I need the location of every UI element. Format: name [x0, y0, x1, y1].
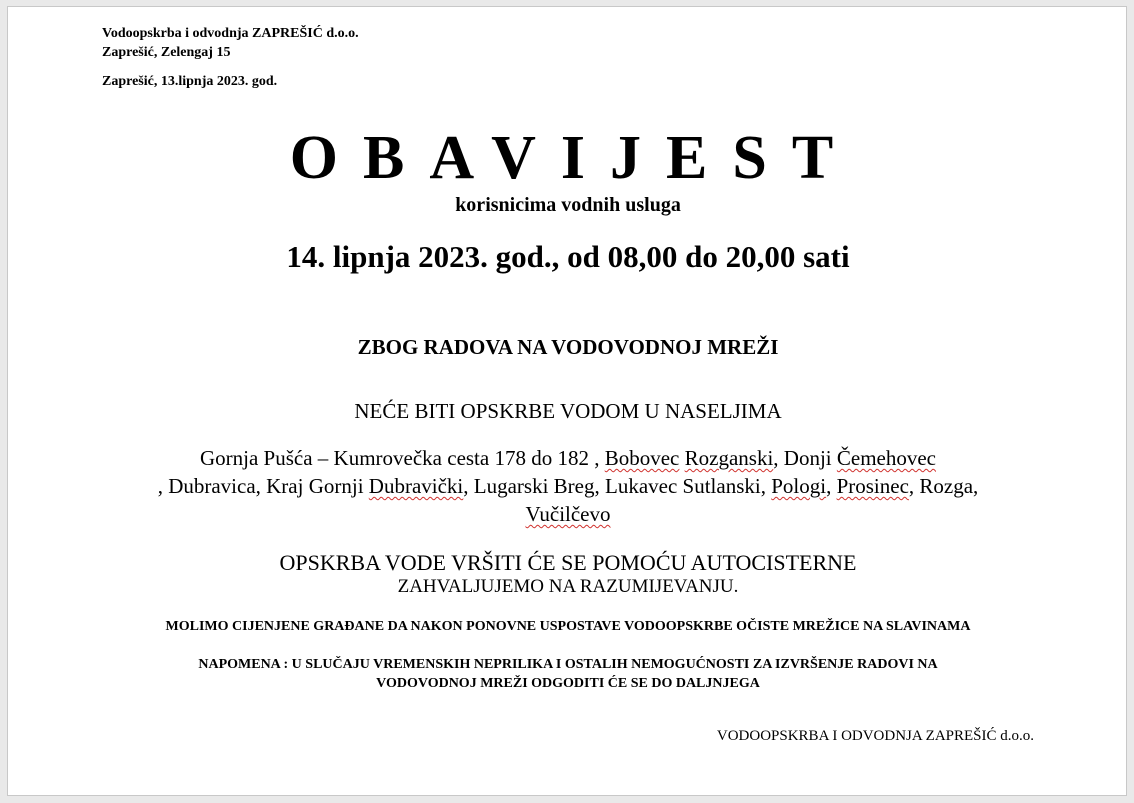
issue-date: Zaprešić, 13.lipnja 2023. god.: [102, 74, 278, 89]
company-address: Zaprešić, Zelengaj 15: [102, 45, 231, 60]
document-page: [7, 6, 1127, 796]
clean-filters-request: MOLIMO CIJENJENE GRAĐANE DA NAKON PONOVNE USPOSTAVE VODOOPSKRBE OČISTE MREŽICE NA SLAVINAMA: [165, 619, 971, 634]
tanker-supply-note: OPSKRBA VODE VRŠITI ĆE SE POMOĆU AUTOCISTERNE: [279, 550, 857, 575]
places-text: Dubravički: [368, 474, 464, 498]
places-text: Čemehovec: [836, 446, 936, 470]
outage-reason: ZBOG RADOVA NA VODOVODNOJ MREŽI: [357, 335, 779, 359]
company-name: Vodoopskrba i odvodnja ZAPREŠIĆ d.o.o.: [102, 26, 359, 41]
weather-note-line: VODOVODNOJ MREŽI ODGODITI ĆE SE DO DALJNJEGA: [376, 676, 760, 691]
notice-subtitle: korisnicima vodnih usluga: [455, 194, 681, 216]
places-text: , Lugarski Breg, Lukavec Sutlanski,: [463, 474, 772, 498]
affected-places: [8, 444, 1128, 528]
weather-note: [8, 655, 1128, 693]
signature: VODOOPSKRBA I ODVODNJA ZAPREŠIĆ d.o.o.: [716, 728, 1034, 744]
thanks-note: ZAHVALJUJEMO NA RAZUMIJEVANJU.: [397, 576, 739, 597]
places-text: Vučilčevo: [525, 502, 611, 526]
places-text: Gornja Pušća – Kumrovečka cesta 178 do 182 ,: [199, 446, 605, 470]
places-text: , Donji: [773, 446, 837, 470]
places-text: Rozganski: [684, 446, 774, 470]
notice-title: OBAVIJEST: [289, 124, 859, 192]
places-text: , Rozga,: [908, 474, 979, 498]
places-text: ,: [826, 474, 837, 498]
weather-note-line: NAPOMENA : U SLUČAJU VREMENSKIH NEPRILIKA I OSTALIH NEMOGUĆNOSTI ZA IZVRŠENJE RADOVI NA: [198, 657, 938, 672]
places-text: , Dubravica, Kraj Gornji: [157, 474, 369, 498]
places-text: Prosinec: [836, 474, 909, 498]
no-supply-heading: NEĆE BITI OPSKRBE VODOM U NASELJIMA: [354, 399, 782, 423]
outage-datetime: 14. lipnja 2023. god., od 08,00 do 20,00 sati: [286, 239, 850, 274]
places-text: Pologi: [771, 474, 827, 498]
places-text: Bobovec: [604, 446, 680, 470]
